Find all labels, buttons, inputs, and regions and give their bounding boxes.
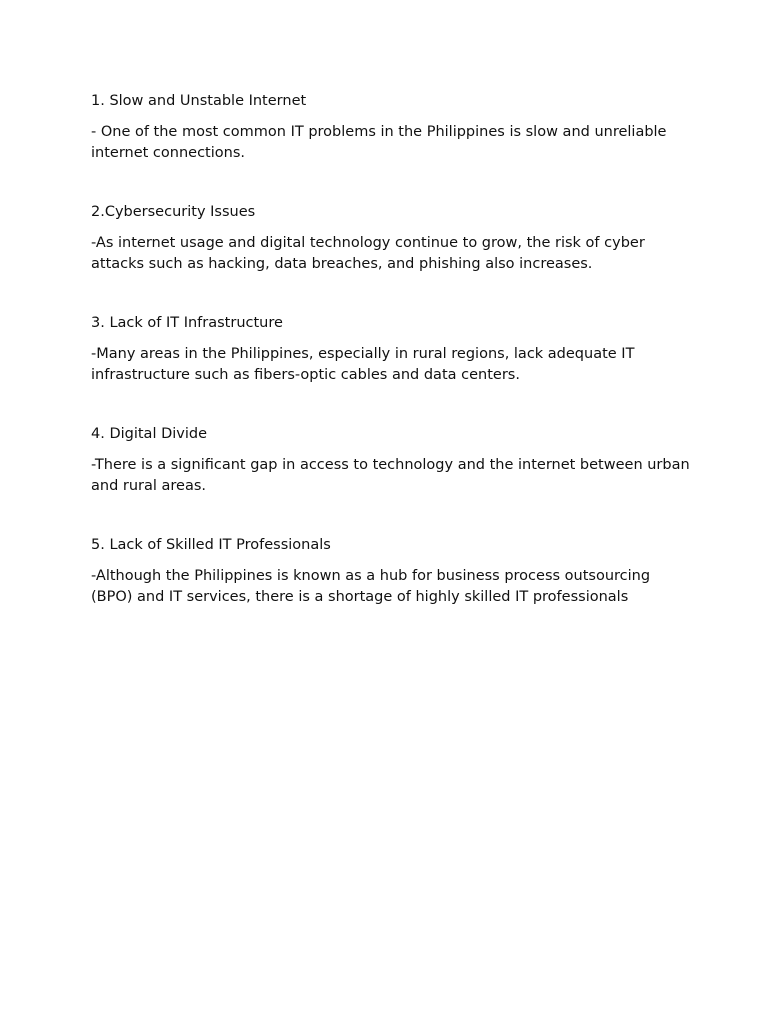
- section-heading: 1. Slow and Unstable Internet: [91, 93, 307, 109]
- section-body: - One of the most common IT problems in the Philippines is slow and unreliable internet connections.: [91, 124, 667, 161]
- section-cybersecurity: [91, 202, 691, 275]
- section-body: -Although the Philippines is known as a hub for business process outsourcing (BPO) and IT services, there is a shortage of highly skilled IT professionals: [91, 568, 651, 605]
- section-slow-internet: [91, 91, 691, 164]
- section-heading: 4. Digital Divide: [91, 426, 208, 442]
- document-content: [91, 91, 691, 646]
- section-skilled-professionals: [91, 535, 691, 608]
- section-body: -As internet usage and digital technology continue to grow, the risk of cyber attacks such as hacking, data breaches, and phishing also increases.: [91, 235, 645, 272]
- section-it-infrastructure: [91, 313, 691, 386]
- section-digital-divide: [91, 424, 691, 497]
- section-heading: 3. Lack of IT Infrastructure: [91, 315, 283, 331]
- section-body: -Many areas in the Philippines, especially in rural regions, lack adequate IT infrastructure such as fibers-optic cables and data centers.: [91, 346, 635, 383]
- section-heading: 5. Lack of Skilled IT Professionals: [91, 537, 331, 553]
- section-heading: 2.Cybersecurity Issues: [91, 204, 256, 220]
- section-body: -There is a significant gap in access to technology and the internet between urban and rural areas.: [91, 457, 690, 494]
